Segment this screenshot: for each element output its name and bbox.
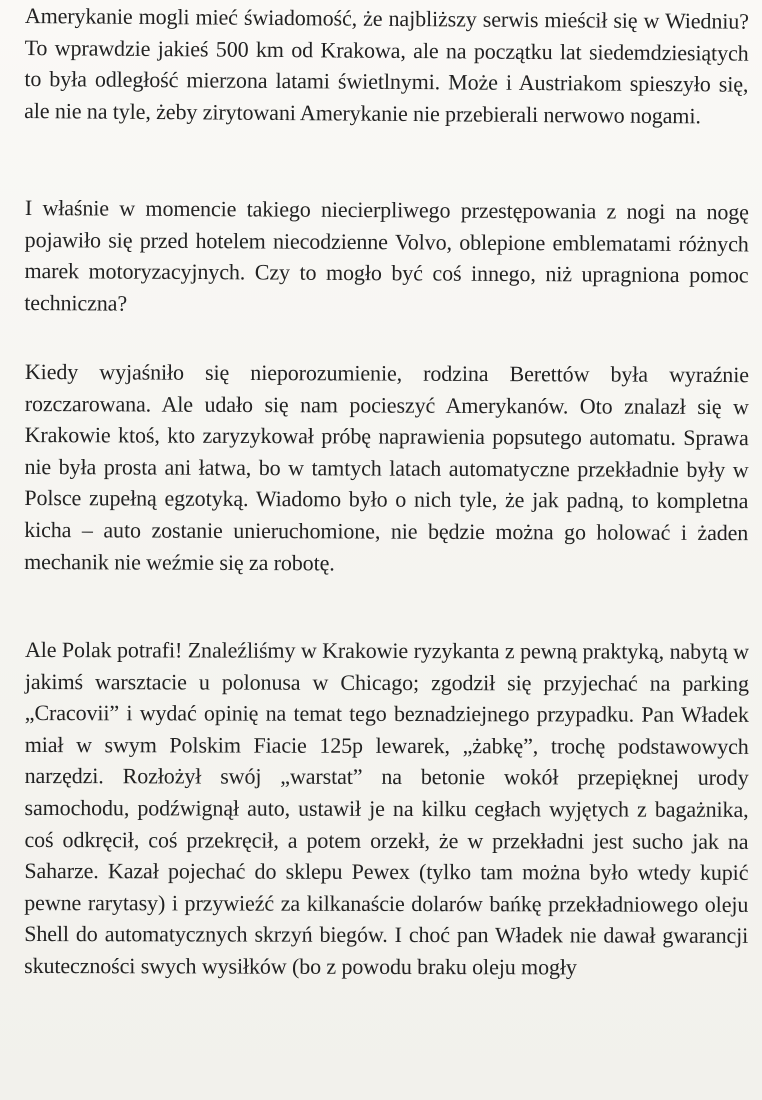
paragraph-3: Kiedy wyjaśniło się nieporozumienie, rodzina Berettów była wyraźnie rozczarowana. Ale udało się nam pocieszyć Amerykanów. Oto znalazł się w Krakowie ktoś, kto zaryzykował próbę naprawienia popsutego automatu. Sprawa nie była prosta ani łatwa, bo w tamtych latach automatyczne przekładnie były w Polsce zupełną egzotyką. Wiadomo było o nich tyle, że jak padną, to kompletna kicha – auto zostanie unieruchomione, nie będzie można go holować i żaden mechanik nie weźmie się za robotę.	[24, 358, 749, 575]
paragraph-4: Ale Polak potrafi! Znaleźliśmy w Krakowie ryzykanta z pewną praktyką, nabytą w jakimś warsztacie u polonusa w Chicago; zgodził się przyjechać na parking „Cracovii” i wydać opinię na temat tego beznadziejnego przypadku. Pan Władek miał w swym Polskim Fiacie 125p lewarek, „żabkę”, trochę podstawowych narzędzi. Rozłożył swój „warstat” na betonie wokół przepięknej urody samochodu, podźwignął auto, ustawił je na kilku cegłach wyjętych z bagażnika, coś odkręcił, coś przekręcił, a potem orzekł, że w przekładni jest sucho jak na Saharze. Kazał pojechać do sklepu Pewex (tylko tam można było wtedy kupić pewne rarytasy) i przywieźć za kilkanaście dolarów bańkę przekładniowego oleju Shell do automatycznych skrzyń biegów. I choć pan Władek nie dawał gwarancji skuteczności swych wysiłków (bo z powodu braku oleju mogły	[24, 637, 749, 980]
paragraph-1: Amerykanie mogli mieć świadomość, że najbliższy serwis mieścił się w Wiedniu? To wprawdzie jakieś 500 km od Krakowa, ale na początku lat siedemdziesiątych to była odległość mierzona latami świetlnymi. Może i Austriakom spieszyło się, ale nie na tyle, żeby zirytowani Amerykanie nie przebierali nerwowo nogami.	[24, 2, 749, 129]
paragraph-2: I właśnie w momencie takiego niecierpliwego przestępowania z nogi na nogę pojawiło się przed hotelem niecodzienne Volvo, oblepione emblematami różnych marek motoryzacyjnych. Czy to mogło być coś innego, niż upragniona pomoc techniczna?	[24, 194, 749, 316]
